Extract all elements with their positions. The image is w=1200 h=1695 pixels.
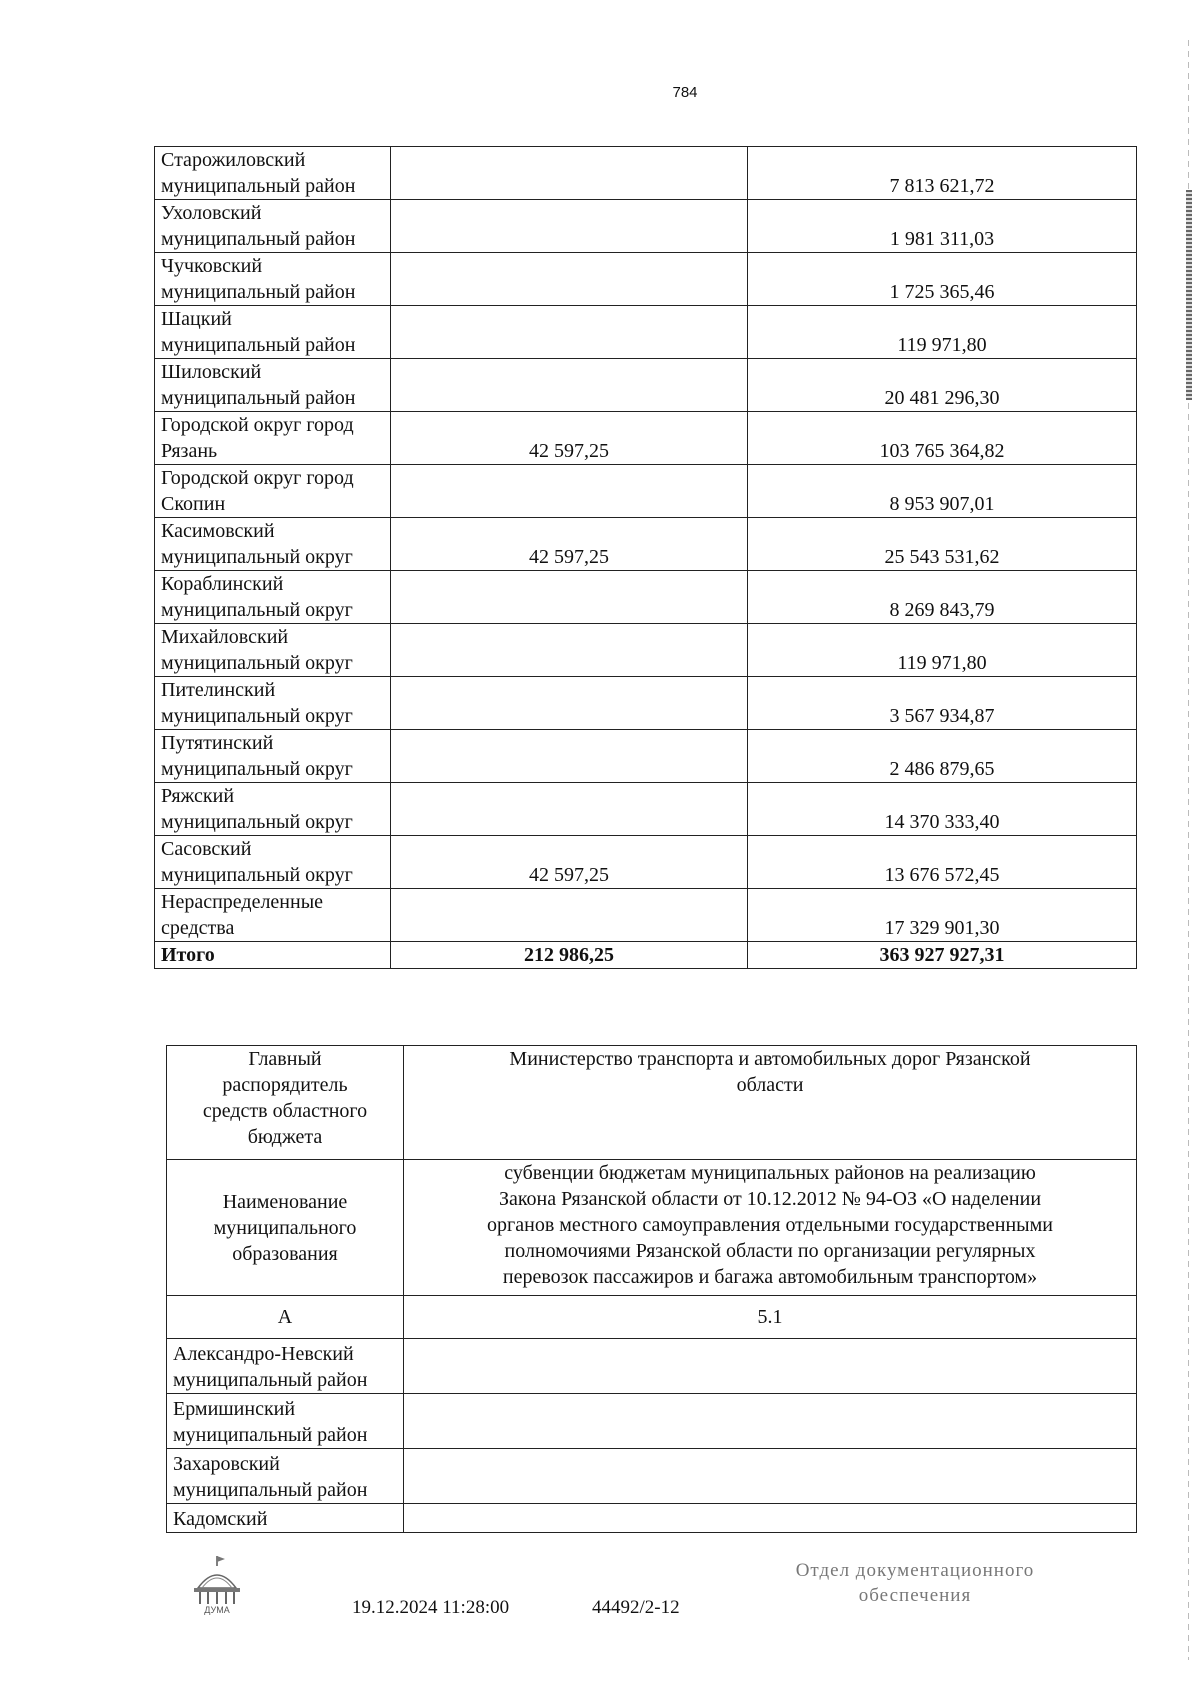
header-line: Министерство транспорта и автомобильных дорог Рязанской xyxy=(509,1048,1031,1070)
municipality-name-cell xyxy=(167,1394,404,1449)
table-row xyxy=(155,783,1137,836)
name-line: муниципальный округ xyxy=(161,705,353,727)
header-municipality-label xyxy=(167,1160,404,1296)
amount-col2-cell xyxy=(391,571,748,624)
header-line: области xyxy=(736,1074,804,1096)
table-row xyxy=(155,359,1137,412)
header-line: перевозок пассажиров и багажа автомобильным транспортом» xyxy=(502,1266,1038,1288)
table-row xyxy=(155,836,1137,889)
municipality-name-cell xyxy=(155,518,391,571)
header-line: Главный xyxy=(248,1048,322,1070)
amount-col3-cell: 14 370 333,40 xyxy=(748,783,1137,836)
column-index-5-1: 5.1 xyxy=(404,1296,1137,1339)
registration-number: 44492/2-12 xyxy=(592,1597,680,1618)
amount-col2-cell xyxy=(391,200,748,253)
total-col3: 363 927 927,31 xyxy=(748,942,1137,969)
amount-cell xyxy=(404,1449,1137,1504)
amount-col3-cell: 8 953 907,01 xyxy=(748,465,1137,518)
municipality-name-cell xyxy=(155,147,391,200)
municipality-name-cell xyxy=(155,306,391,359)
amount-cell xyxy=(404,1339,1137,1394)
amount-col2-cell xyxy=(391,465,748,518)
name-line: Старожиловский xyxy=(161,149,306,171)
municipality-name-cell xyxy=(167,1504,404,1533)
name-line: Михайловский xyxy=(161,626,289,648)
allocation-table-continued xyxy=(154,146,1137,969)
logo-text: ДУМА xyxy=(204,1605,230,1615)
document-datetime: 19.12.2024 11:28:00 xyxy=(352,1597,510,1618)
allocation-table-transport xyxy=(166,1045,1137,1533)
municipality-name-cell xyxy=(155,253,391,306)
name-line: Городской округ город xyxy=(161,414,354,436)
name-line: Шиловский xyxy=(161,361,262,383)
amount-col3-cell: 13 676 572,45 xyxy=(748,836,1137,889)
table-row xyxy=(167,1394,1137,1449)
header-subvention-description xyxy=(404,1160,1137,1296)
municipality-name-cell xyxy=(155,200,391,253)
table-row xyxy=(155,889,1137,942)
name-line: Шацкий xyxy=(161,308,232,330)
name-line: Путятинский xyxy=(161,732,274,754)
amount-col2-cell xyxy=(391,359,748,412)
table-row xyxy=(155,518,1137,571)
name-line: Кадомский xyxy=(173,1508,268,1530)
table-row xyxy=(167,1339,1137,1394)
table-row xyxy=(167,1449,1137,1504)
name-line: Александро-Невский xyxy=(173,1343,354,1365)
table-row xyxy=(155,571,1137,624)
amount-col3-cell: 3 567 934,87 xyxy=(748,677,1137,730)
header-line: средств областного xyxy=(202,1100,368,1122)
amount-col2-cell xyxy=(391,677,748,730)
header-line: полномочиями Рязанской области по организации регулярных xyxy=(504,1240,1036,1262)
municipality-name-cell xyxy=(167,1339,404,1394)
header-line: Наименование xyxy=(222,1190,348,1213)
table-row xyxy=(155,465,1137,518)
municipality-name-cell xyxy=(155,412,391,465)
table-row xyxy=(155,147,1137,200)
name-line: Скопин xyxy=(161,493,226,515)
stamp-line: обеспечения xyxy=(858,1585,972,1606)
name-line: муниципальный район xyxy=(173,1424,368,1446)
amount-col3-cell: 7 813 621,72 xyxy=(748,147,1137,200)
table-row xyxy=(155,677,1137,730)
name-line: Ухоловский xyxy=(161,202,262,224)
name-line: Нераспределенные xyxy=(161,891,324,913)
amount-col2-cell: 42 597,25 xyxy=(391,412,748,465)
name-line: муниципальный округ xyxy=(161,652,353,674)
amount-col3-cell: 17 329 901,30 xyxy=(748,889,1137,942)
name-line: Рязань xyxy=(161,440,218,462)
table-row xyxy=(155,730,1137,783)
amount-col3-cell: 20 481 296,30 xyxy=(748,359,1137,412)
amount-col2-cell xyxy=(391,889,748,942)
name-line: средства xyxy=(161,917,235,939)
total-label: Итого xyxy=(155,942,391,969)
name-line: Сасовский xyxy=(161,838,252,860)
name-line: муниципальный район xyxy=(173,1479,368,1501)
header-line: Закона Рязанской области от 10.12.2012 № 94-ОЗ «О наделении xyxy=(498,1188,1042,1210)
municipality-name-cell xyxy=(155,783,391,836)
amount-col3-cell: 2 486 879,65 xyxy=(748,730,1137,783)
stamp-line: Отдел документационного xyxy=(795,1560,1035,1581)
name-line: Касимовский xyxy=(161,520,275,542)
amount-col3-cell: 1 981 311,03 xyxy=(748,200,1137,253)
name-line: муниципальный район xyxy=(161,334,356,356)
name-line: муниципальный район xyxy=(161,281,356,303)
name-line: муниципальный район xyxy=(161,228,356,250)
name-line: муниципальный округ xyxy=(161,811,353,833)
name-line: Городской округ город xyxy=(161,467,354,489)
name-line: муниципальный район xyxy=(173,1369,368,1391)
municipality-name-cell xyxy=(167,1449,404,1504)
name-line: Чучковский xyxy=(161,255,263,277)
name-line: Ряжский xyxy=(161,785,235,807)
scan-edge-shadow xyxy=(1186,190,1192,400)
header-line: распорядитель xyxy=(222,1074,348,1096)
header-line: муниципального xyxy=(213,1216,357,1239)
municipality-name-cell xyxy=(155,677,391,730)
header-line: бюджета xyxy=(247,1126,323,1148)
table-row xyxy=(155,412,1137,465)
department-stamp xyxy=(770,1558,1060,1608)
municipality-name-cell xyxy=(155,465,391,518)
amount-cell xyxy=(404,1504,1137,1533)
amount-col2-cell xyxy=(391,306,748,359)
name-line: муниципальный район xyxy=(161,175,356,197)
amount-col3-cell: 8 269 843,79 xyxy=(748,571,1137,624)
amount-col3-cell: 25 543 531,62 xyxy=(748,518,1137,571)
page-number: 784 xyxy=(672,84,698,101)
municipality-name-cell xyxy=(155,730,391,783)
amount-col2-cell xyxy=(391,783,748,836)
name-line: муниципальный округ xyxy=(161,546,353,568)
amount-col2-cell xyxy=(391,147,748,200)
header-distributor-value xyxy=(404,1046,1137,1160)
duma-logo xyxy=(188,1552,246,1616)
header-row-municipality xyxy=(167,1160,1137,1296)
table-row xyxy=(155,200,1137,253)
table-row xyxy=(155,624,1137,677)
amount-col3-cell: 103 765 364,82 xyxy=(748,412,1137,465)
name-line: Ермишинский xyxy=(173,1398,296,1420)
municipality-name-cell xyxy=(155,889,391,942)
amount-col2-cell xyxy=(391,730,748,783)
header-line: образования xyxy=(232,1242,338,1265)
header-line: органов местного самоуправления отдельными государственными xyxy=(487,1214,1053,1236)
amount-cell xyxy=(404,1394,1137,1449)
header-distributor-label xyxy=(167,1046,404,1160)
name-line: Пителинский xyxy=(161,679,276,701)
name-line: муниципальный район xyxy=(161,387,356,409)
table-row xyxy=(167,1504,1137,1533)
amount-col2-cell xyxy=(391,624,748,677)
header-row-distributor xyxy=(167,1046,1137,1160)
amount-col3-cell: 119 971,80 xyxy=(748,306,1137,359)
name-line: муниципальный округ xyxy=(161,864,353,886)
amount-col2-cell xyxy=(391,253,748,306)
municipality-name-cell xyxy=(155,624,391,677)
name-line: муниципальный округ xyxy=(161,599,353,621)
name-line: муниципальный округ xyxy=(161,758,353,780)
total-row xyxy=(155,942,1137,969)
municipality-name-cell xyxy=(155,836,391,889)
table-row xyxy=(155,306,1137,359)
municipality-name-cell xyxy=(155,571,391,624)
column-index-row xyxy=(167,1296,1137,1339)
municipality-name-cell xyxy=(155,359,391,412)
header-line: субвенции бюджетам муниципальных районов на реализацию xyxy=(504,1162,1036,1184)
name-line: Захаровский xyxy=(173,1453,280,1475)
table-row xyxy=(155,253,1137,306)
amount-col3-cell: 1 725 365,46 xyxy=(748,253,1137,306)
name-line: Кораблинский xyxy=(161,573,284,595)
amount-col2-cell: 42 597,25 xyxy=(391,836,748,889)
total-col2: 212 986,25 xyxy=(391,942,748,969)
amount-col3-cell: 119 971,80 xyxy=(748,624,1137,677)
column-index-a: А xyxy=(167,1296,404,1339)
amount-col2-cell: 42 597,25 xyxy=(391,518,748,571)
